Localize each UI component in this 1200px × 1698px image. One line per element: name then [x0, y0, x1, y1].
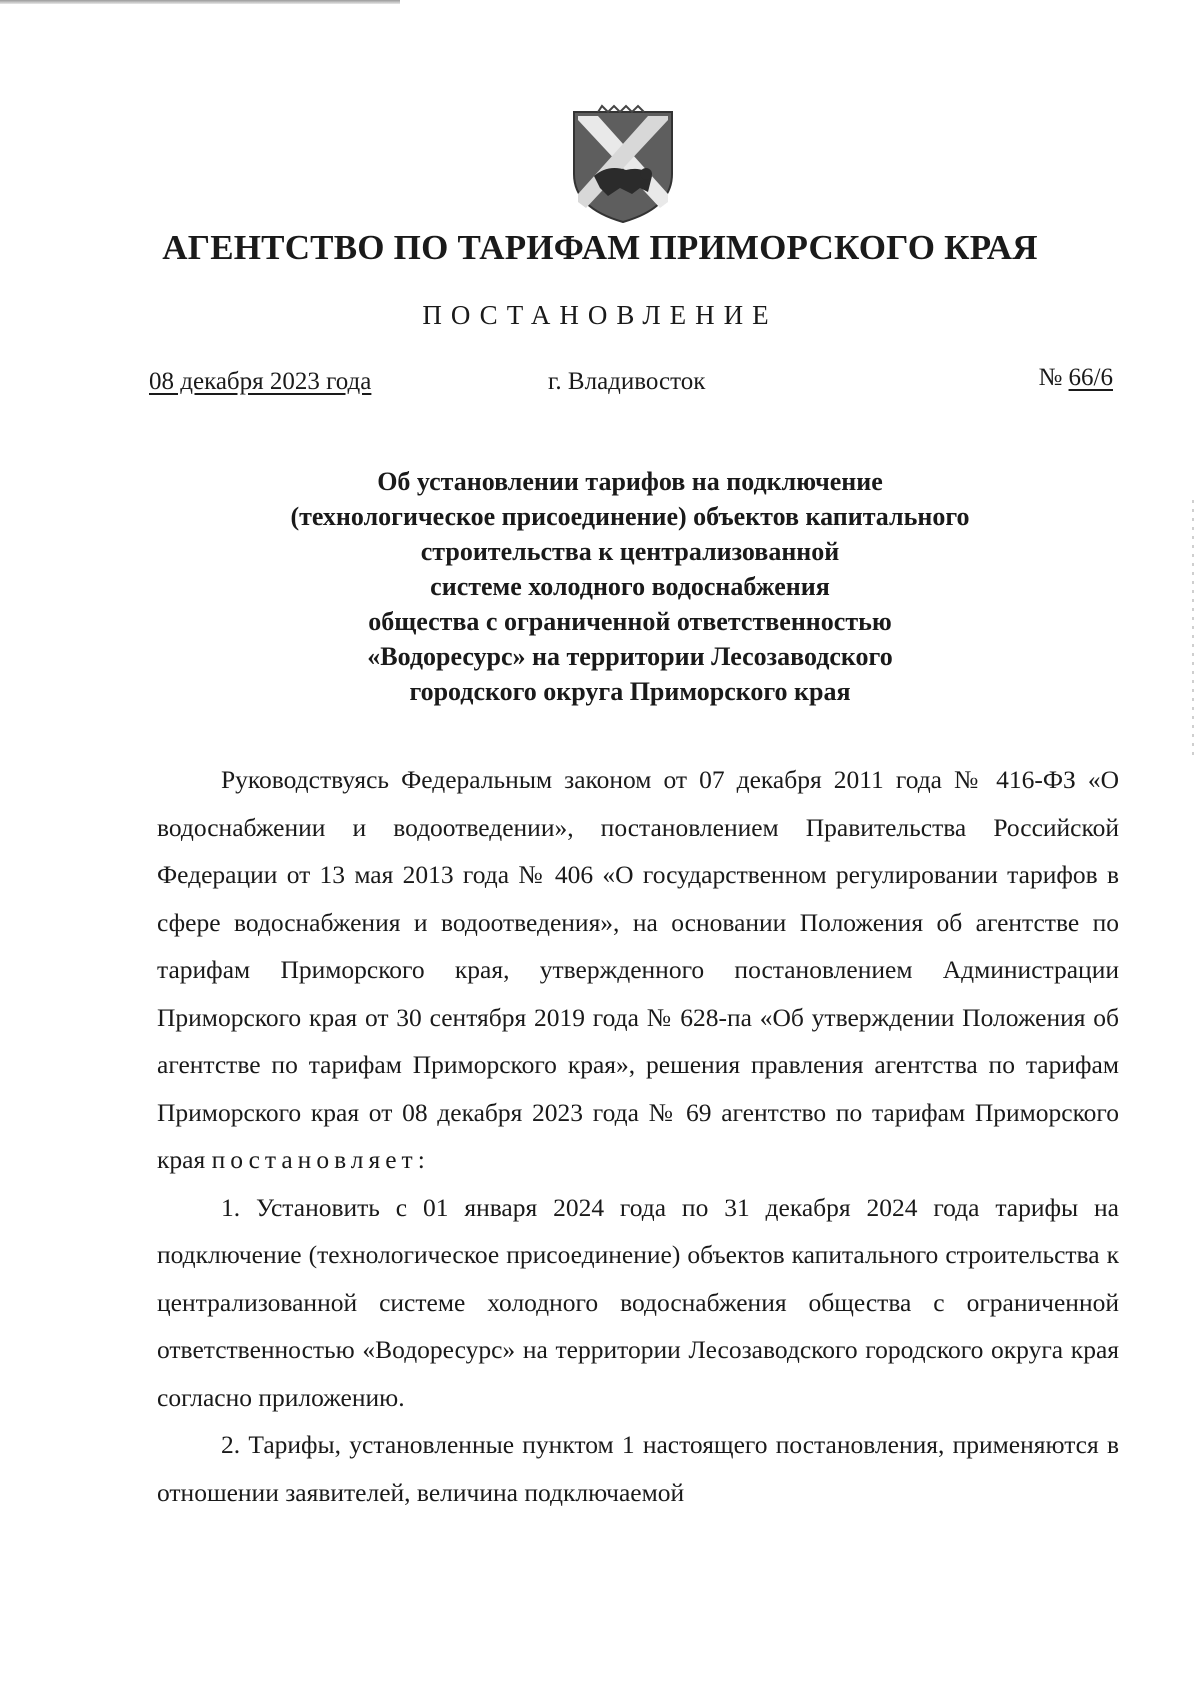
document-date: 08 декабря 2023 года — [149, 368, 372, 395]
document-number — [1038, 364, 1113, 392]
scan-edge-right — [1192, 500, 1194, 760]
title-line: (технологическое присоединение) объектов капитального — [290, 502, 970, 531]
title-line: городского округа Приморского края — [409, 677, 851, 706]
title-line: строительства к централизованной — [420, 537, 840, 566]
coat-of-arms-emblem — [568, 104, 678, 226]
agency-name: АГЕНТСТВО ПО ТАРИФАМ ПРИМОРСКОГО КРАЯ — [162, 228, 1038, 267]
document-body — [157, 756, 1119, 1516]
title-line: Об установлении тарифов на подключение — [377, 467, 883, 496]
item-1-paragraph: 1. Установить с 01 января 2024 года по 31 декабря 2024 года тарифы на подключение (технологическое присоединение) объектов капитального строительства к централизованной системе холодного водоснабжения общества с ограниченной ответственностью «Водоресурс» на территории Лесозаводского городского округа края согласно приложению. — [157, 1192, 1119, 1412]
document-city: г. Владивосток — [548, 368, 706, 395]
title-line: общества с ограниченной ответственностью — [368, 607, 892, 636]
document-title — [150, 464, 1110, 709]
title-line: системе холодного водоснабжения — [430, 572, 830, 601]
title-line: «Водоресурс» на территории Лесозаводского — [367, 642, 893, 671]
resolves-word: постановляет: — [211, 1145, 430, 1174]
preamble-paragraph — [157, 756, 1119, 1184]
item-2-paragraph: 2. Тарифы, установленные пунктом 1 настоящего постановления, применяются в отношении заявителей, величина подключаемой — [157, 1430, 1119, 1507]
scan-edge — [0, 0, 400, 4]
number-value: 66/6 — [1068, 364, 1113, 391]
document-type: ПОСТАНОВЛЕНИЕ — [422, 300, 778, 330]
number-prefix: № — [1038, 364, 1063, 391]
preamble-text: Руководствуясь Федеральным законом от 07 декабря 2011 года № 416-ФЗ «О водоснабжении и водоотведении», постановлением Правительства Российской Федерации от 13 мая 2013 года № 406 «О государственном регулировании тарифов в сфере водоснабжения и водоотведения», на основании Положения об агентстве по тарифам Приморского края, утвержденного постановлением Администрации Приморского края от 30 сентября 2019 года № 628-па «Об утверждении Положения об агентстве по тарифам Приморского края», решения правления агентства по тарифам Приморского края от 08 декабря 2023 года № 69 агентство по тарифам Приморского края — [157, 765, 1119, 1174]
